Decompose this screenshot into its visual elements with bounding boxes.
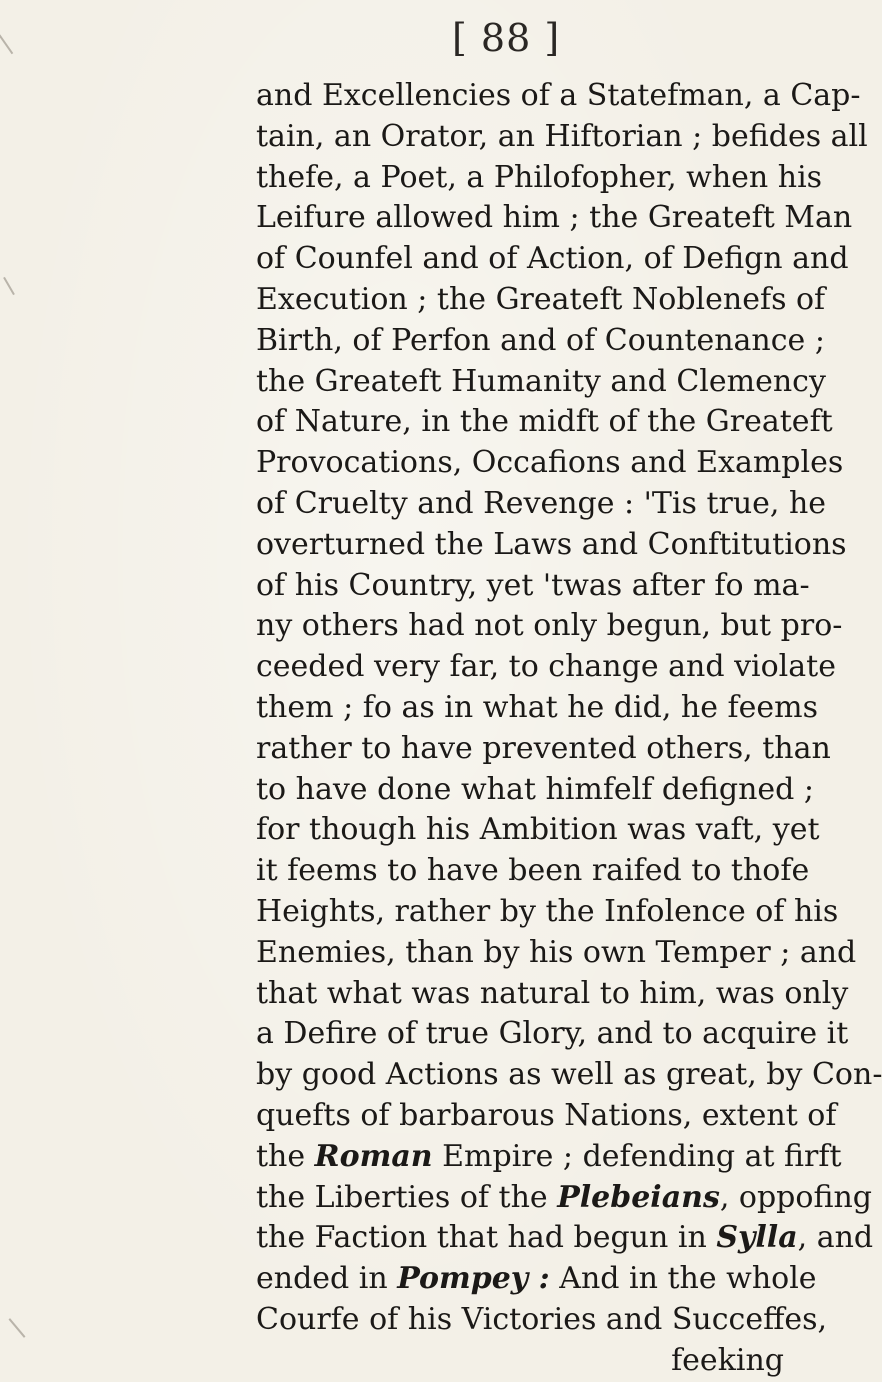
text-segment: feeking <box>671 1342 784 1378</box>
text-segment: rather to have prevented others, than <box>256 730 831 766</box>
text-line <box>256 280 826 321</box>
italic-word: Pompey : <box>397 1261 550 1297</box>
text-segment: of Nature, in the midft of the Greateft <box>256 404 833 440</box>
text-segment: them ; fo as in what he did, he feems <box>256 689 818 725</box>
scan-edge-mark <box>3 277 15 295</box>
text-segment: Heights, rather by the Infolence of his <box>256 893 839 929</box>
text-line <box>256 525 847 566</box>
text-line <box>256 566 810 607</box>
text-line <box>256 484 827 525</box>
text-line <box>256 117 868 158</box>
text-line <box>256 239 849 280</box>
text-line <box>256 1014 849 1055</box>
text-line <box>256 1218 874 1259</box>
page-number: [ 88 ] <box>452 16 561 60</box>
text-segment: by good Actions as well as great, by Con- <box>256 1057 882 1093</box>
text-line <box>256 402 833 443</box>
text-segment: Empire ; defending at firft <box>432 1138 842 1174</box>
text-line <box>256 810 820 851</box>
text-segment: Provocations, Occafions and Examples <box>256 445 844 481</box>
text-segment: of his Country, yet 'twas after fo ma- <box>256 567 810 603</box>
text-segment: ended in <box>256 1261 398 1297</box>
text-segment: Enemies, than by his own Temper ; and <box>256 934 857 970</box>
text-line <box>256 851 810 892</box>
text-line <box>256 770 815 811</box>
text-segment: Courfe of his Victories and Succeffes, <box>256 1301 828 1337</box>
text-segment: Execution ; the Greateft Noblenefs of <box>256 281 826 317</box>
text-line <box>256 1055 882 1096</box>
text-line <box>256 1096 837 1137</box>
italic-word: Plebeians <box>557 1179 720 1215</box>
text-line <box>256 892 839 933</box>
text-segment: the Liberties of the <box>256 1179 558 1215</box>
text-segment: and Excellencies of a Statefman, a Cap- <box>256 78 861 113</box>
text-line <box>256 606 843 647</box>
text-segment: of Counfel and of Action, of Defign and <box>256 241 849 277</box>
italic-word: Roman <box>314 1138 433 1174</box>
text-segment: the Greateft Humanity and Clemency <box>256 363 826 399</box>
text-line <box>256 198 853 239</box>
text-line <box>256 76 861 117</box>
text-segment: that what was natural to him, was only <box>256 975 849 1011</box>
text-segment: overturned the Laws and Conftitutions <box>256 526 847 562</box>
text-line <box>256 321 825 362</box>
text-segment: thefe, a Poet, a Philofopher, when his <box>256 159 823 195</box>
text-line <box>256 1178 872 1219</box>
scan-edge-mark <box>0 32 13 54</box>
text-line <box>256 729 831 770</box>
text-segment: for though his Ambition was vaft, yet <box>256 812 820 848</box>
text-line <box>256 1137 842 1178</box>
text-line <box>256 1341 784 1382</box>
text-segment: Birth, of Perfon and of Countenance ; <box>256 322 825 358</box>
text-segment: , and <box>797 1220 874 1256</box>
text-segment: ceeded very far, to change and violate <box>256 649 836 685</box>
text-segment: And in the whole <box>549 1261 817 1297</box>
text-line <box>256 688 818 729</box>
italic-word: Sylla <box>716 1220 798 1256</box>
text-segment: tain, an Orator, an Hiftorian ; befides all <box>256 118 868 154</box>
text-line <box>256 974 849 1015</box>
text-line <box>256 1300 828 1341</box>
text-segment: of Cruelty and Revenge : 'Tis true, he <box>256 485 827 521</box>
text-segment: the Faction that had begun in <box>256 1220 717 1256</box>
text-segment: to have done what himfelf defigned ; <box>256 771 815 807</box>
text-line <box>256 158 823 199</box>
text-line <box>256 933 857 974</box>
text-segment: , oppofing <box>719 1179 872 1215</box>
text-segment: quefts of barbarous Nations, extent of <box>256 1097 837 1133</box>
text-segment: Leifure allowed him ; the Greateft Man <box>256 200 853 236</box>
text-segment: the <box>256 1138 315 1174</box>
text-line <box>256 647 836 688</box>
body-text <box>256 76 882 1382</box>
text-line <box>256 1259 817 1300</box>
scan-edge-mark <box>9 1318 26 1338</box>
text-line <box>256 443 844 484</box>
text-segment: a Defire of true Glory, and to acquire it <box>256 1016 849 1052</box>
text-segment: ny others had not only begun, but pro- <box>256 608 843 644</box>
text-segment: it feems to have been raifed to thofe <box>256 853 810 889</box>
text-line <box>256 362 826 403</box>
